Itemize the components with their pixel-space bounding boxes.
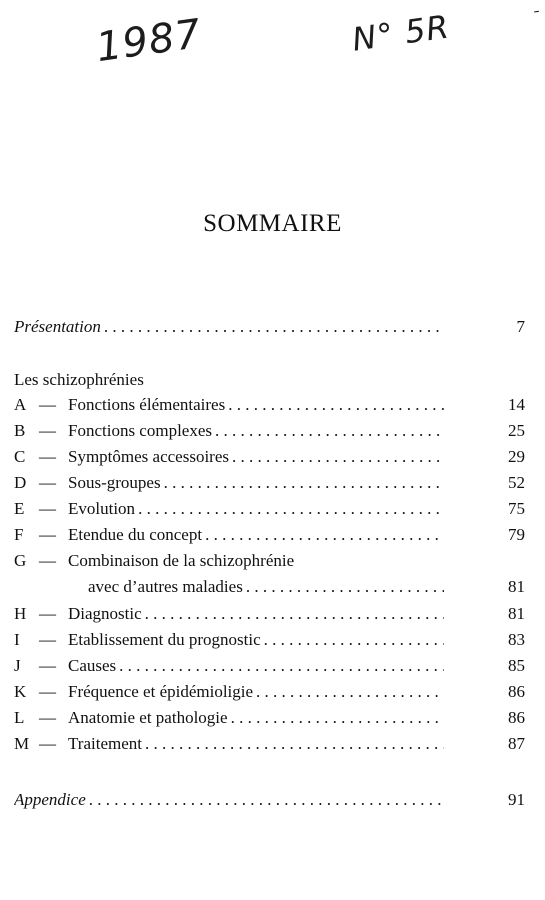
toc-appendix-label: Appendice (14, 788, 89, 812)
entry-dash: — (39, 708, 56, 727)
entry-page: 81 (508, 577, 525, 596)
entry-dash: — (39, 682, 56, 701)
toc-section-heading (14, 368, 525, 392)
entry-letter: K (14, 682, 27, 701)
entry-letter: G (14, 551, 27, 570)
entry-dash: — (39, 734, 56, 753)
entry-page: 83 (508, 630, 525, 649)
toc-row-g-continued (14, 575, 525, 599)
entry-letter: J (14, 656, 21, 675)
entry-dash: — (39, 395, 56, 414)
entry-letter: L (14, 708, 25, 727)
section-heading-label: Les schizophrénies (14, 368, 147, 392)
entry-page: 29 (508, 447, 525, 466)
toc-row-c (14, 445, 525, 469)
entry-dash: — (39, 447, 56, 466)
entry-page: 52 (508, 473, 525, 492)
entry-title: Fonctions complexes (68, 421, 213, 440)
entry-page: 81 (508, 604, 525, 623)
toc-row-j (14, 654, 525, 678)
entry-dash: — (39, 473, 56, 492)
toc-row-m (14, 732, 525, 756)
toc-row-appendix (14, 788, 525, 812)
entry-title: Etablissement du prognostic (68, 630, 261, 649)
toc-appendix-page: 91 (508, 790, 525, 809)
entry-page: 85 (508, 656, 525, 675)
entry-title: Etendue du concept (68, 525, 203, 544)
entry-letter: M (14, 734, 30, 753)
entry-letter: E (14, 499, 25, 518)
toc-row-g (14, 549, 525, 573)
entry-letter: H (14, 604, 27, 623)
entry-page: 79 (508, 525, 525, 544)
entry-dash: — (39, 630, 56, 649)
entry-page: 86 (508, 682, 525, 701)
toc-row-d (14, 471, 525, 495)
toc-row-a (14, 393, 525, 417)
entry-title-continued: avec d’autres maladies (88, 575, 246, 599)
toc-row-f (14, 523, 525, 547)
toc-row-b (14, 419, 525, 443)
toc-presentation-label: Présentation (14, 315, 104, 339)
toc-row-presentation (14, 315, 525, 339)
entry-title: Fréquence et épidémioligie (68, 682, 254, 701)
entry-letter: C (14, 447, 26, 466)
entry-title: Traitement (68, 734, 142, 753)
entry-dash: — (39, 421, 56, 440)
page-title: SOMMAIRE (203, 210, 342, 237)
entry-dash: — (39, 525, 56, 544)
entry-dash: — (39, 551, 56, 570)
entry-dash: — (39, 604, 56, 623)
entry-title: Causes (68, 656, 117, 675)
entry-page: 14 (508, 395, 525, 414)
entry-page: 87 (508, 734, 525, 753)
entry-letter: B (14, 421, 26, 440)
entry-letter: A (14, 395, 27, 414)
entry-page: 75 (508, 499, 525, 518)
entry-title: Evolution (68, 499, 136, 518)
toc-row-l (14, 706, 525, 730)
toc-row-i (14, 628, 525, 652)
entry-page: 86 (508, 708, 525, 727)
toc-row-k (14, 680, 525, 704)
entry-title: Fonctions élémentaires (68, 395, 226, 414)
entry-title: Diagnostic (68, 604, 142, 623)
toc-row-h (14, 602, 525, 626)
entry-title: Sous-groupes (68, 473, 161, 492)
toc-presentation-page: 7 (516, 317, 525, 336)
entry-title: Anatomie et pathologie (68, 708, 228, 727)
entry-dash: — (39, 656, 56, 675)
entry-letter: D (14, 473, 27, 492)
handwritten-mark: ˉ (530, 7, 543, 28)
toc-row-e (14, 497, 525, 521)
handwritten-number: N° 5R (349, 7, 452, 59)
entry-letter: I (14, 630, 20, 649)
entry-dash: — (39, 499, 56, 518)
handwritten-year: 1987 (93, 10, 205, 72)
entry-title: Symptômes accessoires (68, 447, 229, 466)
entry-title: Combinaison de la schizophrénie (68, 551, 295, 570)
entry-letter: F (14, 525, 24, 544)
entry-page: 25 (508, 421, 525, 440)
